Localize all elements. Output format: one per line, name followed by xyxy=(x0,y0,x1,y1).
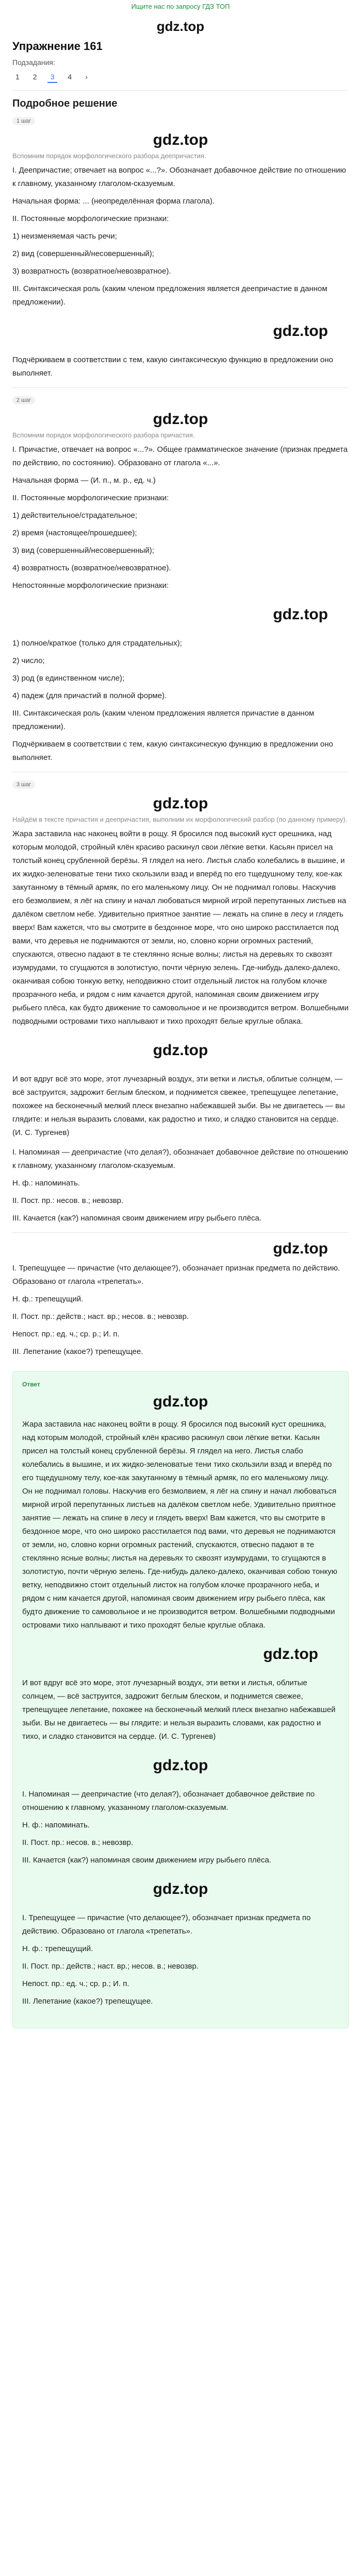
answer-line: И вот вдруг всё это море, этот лучезарный воздух, эти ветки и листья, облитые солнцем, — всё заструится, задрожит беглым блеском, и поднимется свежее, трепещущее лепетание, похожее на бесконечный мелкий плеск внезапно набежавшей зыби. Вы не двигаетесь — вы глядите: и нельзя выразить словами, как радостно и тихо, и сладко становится на сердце. (И. С. Тургенев) xyxy=(22,1679,336,1741)
pager-next[interactable]: › xyxy=(85,73,88,81)
step-badge: 3 шаг xyxy=(12,781,35,789)
analysis-line: II. Пост. пр.: действ.; наст. вр.; несов. в.; невозвр. xyxy=(12,1312,189,1321)
subtask-pager xyxy=(12,72,349,83)
step-line: II. Постоянные морфологические признаки: xyxy=(12,214,169,223)
analysis-prichastie xyxy=(12,1240,349,1359)
page-title: Упражнение 161 xyxy=(12,40,103,53)
text-paragraph-2: И вот вдруг всё это море, этот лучезарный воздух, эти ветки и листья, облитые солнцем, — всё заструится, задрожит беглым блеском, и поднимется свежее, трепещущее лепетание, похожее на бесконечный мелкий плеск внезапно набежавшей зыби. Вы не двигаетесь — вы глядите: и нельзя выразить словами, как радостно и тихо, и сладко становится на сердце. (И. С. Тургенев) xyxy=(12,1075,345,1137)
watermark: gdz.top xyxy=(153,411,208,428)
answer-line: Н. ф.: трепещущий. xyxy=(22,1944,93,1953)
brand-watermark: gdz.top xyxy=(156,19,205,34)
step-line: 1) неизменяемая часть речи; xyxy=(12,232,117,241)
pager-item-1[interactable]: 1 xyxy=(15,73,20,81)
step-line: I. Причастие, отвечает на вопрос «...?». Общее грамматическое значение (признак предмета по действию, по состоянию). Образовано от глагола «...». xyxy=(12,445,348,467)
watermark: gdz.top xyxy=(153,795,208,812)
step-line: 1) полное/краткое (только для страдательных); xyxy=(12,639,182,648)
answer-line: Непост. пр.: ед. ч.; ср. р.; И. п. xyxy=(22,1979,129,1988)
text-paragraph-1: Жара заставила нас наконец войти в рощу. Я бросился под высокий куст орешника, над которым молодой, стройный клён красиво раскинул свои лёгкие ветки. Касьян присел на толстый конец срубленной берёзы. Я глядел на него. Листья слабо колебались в вышине, и их жидко-зеленоватые тени тихо скользили взад и вперёд по его тщедушному телу, кое-как закутанному в тёмный армяк, по его маленькому лицу. Он не поднимал головы. Наскучив его безмолвием, я лёг на спину и начал любоваться мирной игрой перепутанных листьев на далёком светлом небе. Удивительно приятное занятие — лежать на спине в лесу и глядеть вверх! Вам кажется, что вы смотрите в бездонное море, что оно широко расстилается под вами, что деревья не поднимаются от земли, но, словно корни огромных растений, спускаются, отвесно падают в те стеклянно ясные волны; листья на деревьях то сквозят изумрудами, то сгущаются в золотистую, почти чёрную зелень. Где-нибудь далеко-далеко, оканчивая собою тонкую ветку, неподвижно стоит отдельный листок на голубом клочке прозрачного неба, и рядом с ним качается другой, напоминая своим движением игру рыбьего плёса, как будто движение то самовольное и не производится ветром. Волшебными подводными островами тихо наплывают и тихо проходят белые круглые облака. xyxy=(12,829,349,1026)
step-line: Подчёркиваем в соответствии с тем, какую синтаксическую функцию в предложении оно выполняет. xyxy=(12,355,333,378)
step-line: I. Деепричастие; отвечает на вопрос «...?». Обозначает добавочное действие по отношению к главному, указанному глаголом-сказуемым. xyxy=(12,166,346,188)
page-header xyxy=(0,12,361,83)
step-line: 2) число; xyxy=(12,656,45,665)
step-line: Подчёркиваем в соответствии с тем, какую синтаксическую функцию в предложении оно выполняет. xyxy=(12,740,333,762)
step-line: 1) действительное/страдательное; xyxy=(12,511,138,520)
divider xyxy=(12,1232,349,1233)
watermark: gdz.top xyxy=(153,1757,208,1774)
answer-line: I. Трепещущее — причастие (что делающее?), обозначает признак предмета по действию. Образовано от глагола «трепетать». xyxy=(22,1913,311,1936)
step-hint: Вспомним порядок морфологического разбора деепричастия. xyxy=(12,152,206,160)
step-line: 3) вид (совершенный/несовершенный); xyxy=(12,546,154,555)
step-line: Начальная форма — (И. п., м. р., ед. ч.) xyxy=(12,476,156,485)
step-line: Начальная форма: ... (неопределённая форма глагола). xyxy=(12,197,215,206)
answer-box xyxy=(12,1371,349,2028)
analysis-line: Н. ф.: напоминать. xyxy=(12,1179,80,1188)
step-line: 3) род (в единственном числе); xyxy=(12,674,125,683)
pager-item-4[interactable]: 4 xyxy=(68,73,72,81)
divider xyxy=(12,90,349,91)
step-line: III. Синтаксическая роль (каким членом предложения является деепричастие в данном предложении). xyxy=(12,284,327,307)
step-line: II. Постоянные морфологические признаки: xyxy=(12,494,169,502)
section-title: Подробное решение xyxy=(12,98,118,109)
step-badge: 2 шаг xyxy=(12,396,35,404)
step-line: 2) время (настоящее/прошедшее); xyxy=(12,529,137,537)
analysis-deeprichastie xyxy=(12,1146,349,1225)
pager-item-2[interactable]: 2 xyxy=(32,73,37,81)
watermark: gdz.top xyxy=(273,1240,328,1257)
answer-line: III. Лепетание (какое?) трепещущее. xyxy=(22,1997,153,2006)
step-line: 4) возвратность (возвратное/невозвратное). xyxy=(12,564,171,572)
step-2 xyxy=(12,395,349,765)
answer-line: I. Напоминая — деепричастие (что делая?), обозначает добавочное действие по отношению к главному, указанному глаголом-сказуемым. xyxy=(22,1790,315,1812)
watermark: gdz.top xyxy=(153,1042,208,1059)
watermark: gdz.top xyxy=(153,131,208,148)
step-hint: Найдём в тексте причастия и деепричастия, выполним их морфологический разбор (по данному примеру). xyxy=(12,816,348,823)
analysis-line: Н. ф.: трепещущий. xyxy=(12,1295,84,1303)
analysis-line: III. Качается (как?) напоминая своим движением игру рыбьего плёса. xyxy=(12,1214,261,1223)
analysis-line: Непост. пр.: ед. ч.; ср. р.; И. п. xyxy=(12,1330,120,1338)
step-line: 2) вид (совершенный/несовершенный); xyxy=(12,249,154,258)
analysis-line: I. Трепещущее — причастие (что делающее?), обозначает признак предмета по действию. Образовано от глагола «трепетать». xyxy=(12,1264,340,1286)
top-promo-link[interactable] xyxy=(0,0,361,12)
step-line: 3) возвратность (возвратное/невозвратное). xyxy=(12,267,171,276)
analysis-line: II. Пост. пр.: несов. в.; невозвр. xyxy=(12,1196,124,1205)
answer-line: Н. ф.: напоминать. xyxy=(22,1821,90,1829)
analysis-line: III. Лепетание (какое?) трепещущее. xyxy=(12,1347,143,1356)
divider xyxy=(12,387,349,388)
step-line: Непостоянные морфологические признаки: xyxy=(12,581,169,590)
pager-item-3[interactable]: 3 xyxy=(47,72,58,83)
watermark: gdz.top xyxy=(153,1880,208,1897)
step-3 xyxy=(12,779,349,1140)
watermark: gdz.top xyxy=(153,1393,208,1410)
answer-line: Жара заставила нас наконец войти в рощу. Я бросился под высокий куст орешника, над которым молодой, стройный клён красиво раскинул свои лёгкие ветки. Касьян присел на толстый конец срубленной берёзы. Я глядел на него. Листья слабо колебались в вышине, и их жидко-зеленоватые тени тихо скользили взад и вперёд по его тщедушному телу, кое-как закутанному в тёмный армяк, по его маленькому лицу. Он не поднимал головы. Наскучив его безмолвием, я лёг на спину и начал любоваться мирной игрой перепутанных листьев на далёком светлом небе. Удивительно приятное занятие — лежать на спине в лесу и глядеть вверх! Вам кажется, что вы смотрите в бездонное море, что оно широко расстилается под вами, что деревья не поднимаются от земли, но, словно корни огромных растений, спускаются, отвесно падают в те стеклянно ясные волны; листья на деревьях то сквозят изумрудами, то сгущаются в золотистую, почти чёрную зелень. Где-нибудь далеко-далеко, оканчивая собою тонкую ветку, неподвижно стоит отдельный листок на голубом клочке прозрачного неба, и рядом с ним качается другой, напоминая своим движением игру рыбьего плёса, как будто движение то самовольное и не производится ветром. Волшебными подводными островами тихо наплывают и тихо проходят белые круглые облака. xyxy=(22,1420,338,1630)
step-1 xyxy=(12,116,349,380)
answer-label: Ответ xyxy=(22,1381,40,1388)
top-promo-text[interactable]: Ищите нас по запросу ГДЗ ТОП xyxy=(131,2,230,10)
answer-line: II. Пост. пр.: действ.; наст. вр.; несов. в.; невозвр. xyxy=(22,1962,199,1971)
watermark: gdz.top xyxy=(273,323,328,340)
answer-line: II. Пост. пр.: несов. в.; невозвр. xyxy=(22,1838,134,1847)
analysis-line: I. Напоминая — деепричастие (что делая?), обозначает добавочное действие по отношению к главному, указанному глаголом-сказуемым. xyxy=(12,1148,349,1170)
step-hint: Вспомним порядок морфологического разбора причастия. xyxy=(12,431,195,439)
step-line: III. Синтаксическая роль (каким членом предложения является причастие в данном предложении). xyxy=(12,709,315,731)
subtasks-label: Подзадания: xyxy=(12,58,55,66)
watermark: gdz.top xyxy=(273,606,328,623)
step-line: 4) падеж (для причастий в полной форме). xyxy=(12,691,167,700)
watermark: gdz.top xyxy=(263,1646,318,1663)
step-badge: 1 шаг xyxy=(12,117,35,125)
answer-line: III. Качается (как?) напоминая своим движением игру рыбьего плёса. xyxy=(22,1856,271,1865)
